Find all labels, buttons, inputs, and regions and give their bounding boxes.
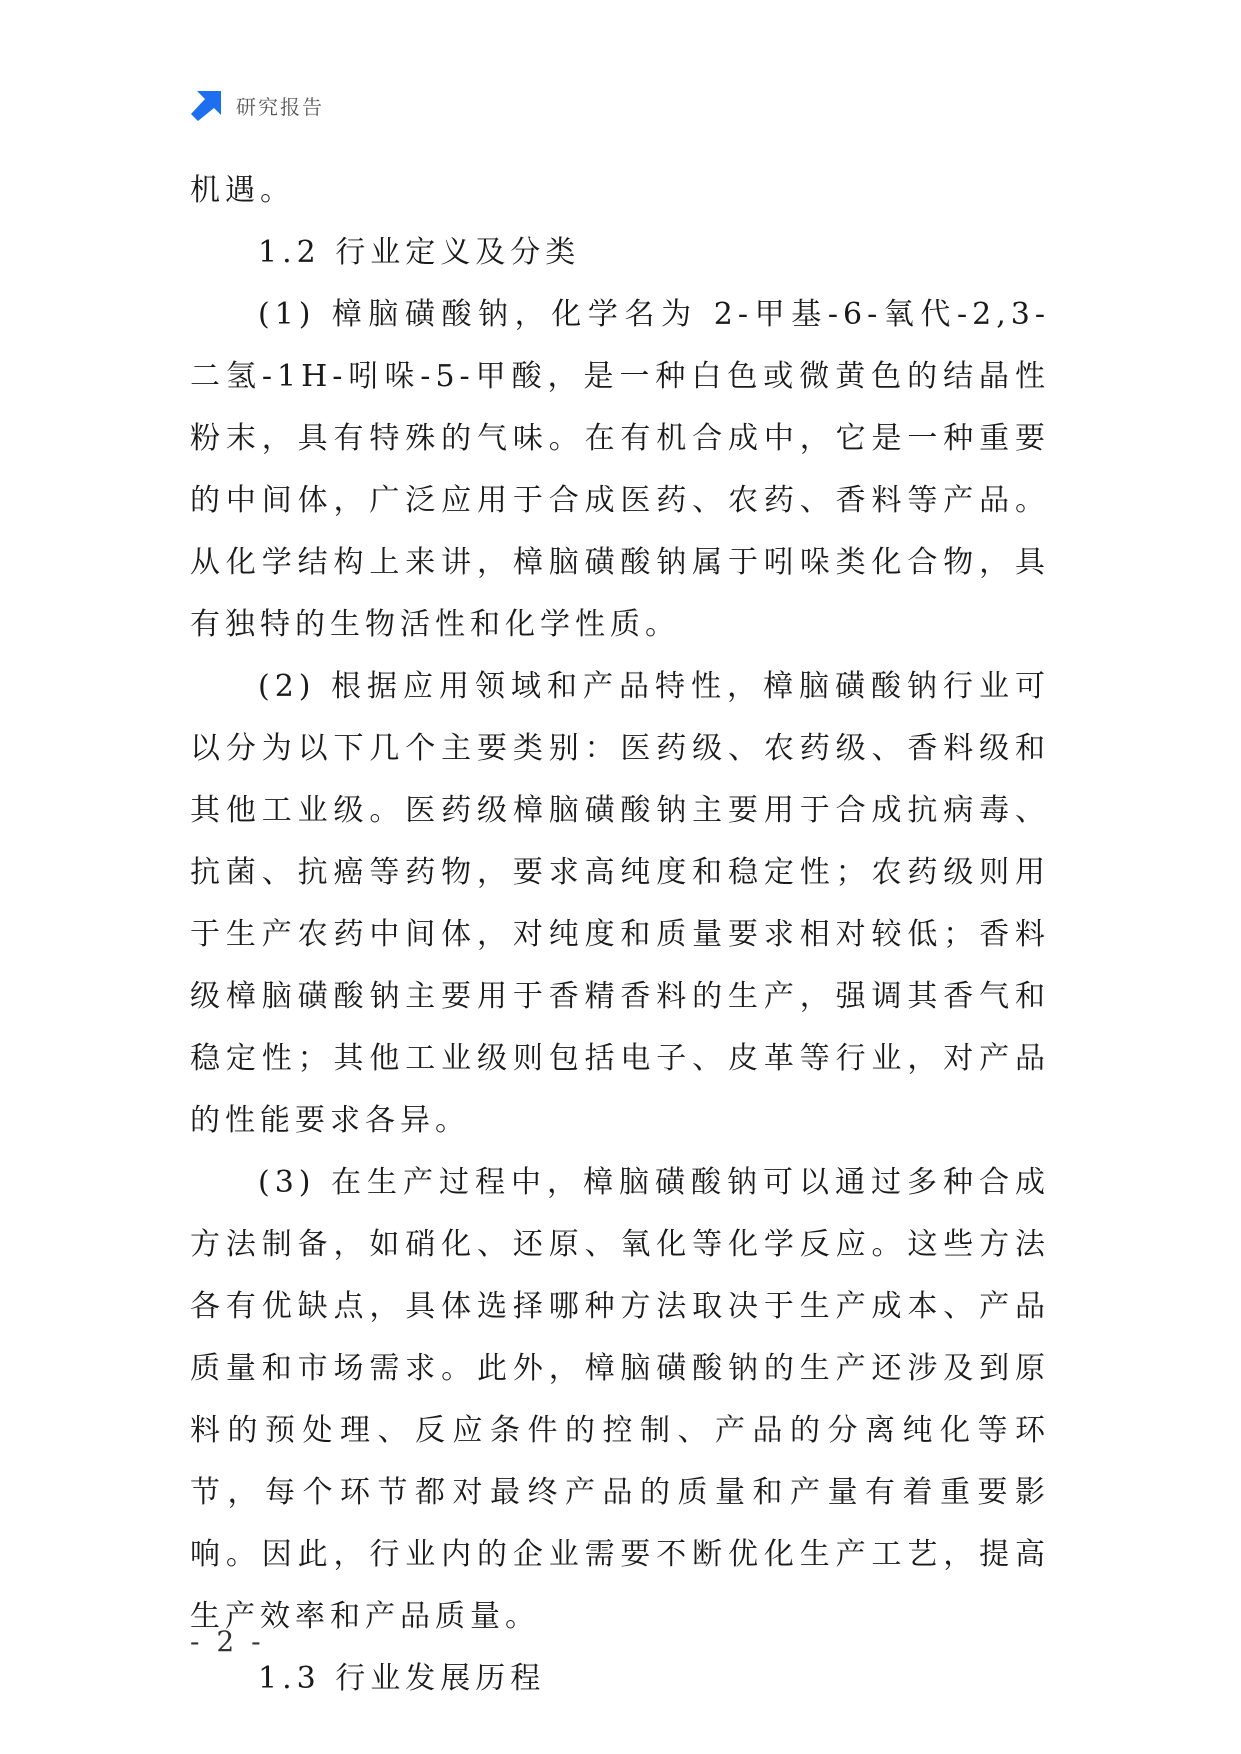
paragraph-classification: (2) 根据应用领域和产品特性，樟脑磺酸钠行业可以分为以下几个主要类别：医药级、农药级、香料级和其他工业级。医药级樟脑磺酸钠主要用于合成抗病毒、抗菌、抗癌等药物，要求高纯度和稳定性；农药级则用于生产农药中间体，对纯度和质量要求相对较低；香料级樟脑磺酸钠主要用于香精香料的生产，强调其香气和稳定性；其他工业级则包括电子、皮革等行业，对产品的性能要求各异。 [190,669,1050,1138]
document-body [190,160,1050,1710]
page-number: - 2 - [190,1625,265,1658]
header-title: 研究报告 [236,94,324,119]
paragraph-production: (3) 在生产过程中，樟脑磺酸钠可以通过多种合成方法制备，如硝化、还原、氧化等化学反应。这些方法各有优缺点，具体选择哪种方法取决于生产成本、产品质量和市场需求。此外，樟脑磺酸钠的生产还涉及到原料的预处理、反应条件的控制、产品的分离纯化等环节，每个环节都对最终产品的质量和产量有着重要影响。因此，行业内的企业需要不断优化生产工艺，提高生产效率和产品质量。 [190,1165,1050,1634]
arrow-up-right-icon [190,88,224,122]
section-heading-1-3: 1.3 行业发展历程 [258,1661,546,1696]
paragraph-continuation: 机遇。 [190,173,295,208]
paragraph-definition: (1) 樟脑磺酸钠，化学名为 2-甲基-6-氧代-2,3-二氢-1H-吲哚-5-甲酸，是一种白色或微黄色的结晶性粉末，具有特殊的气味。在有机合成中，它是一种重要的中间体，广泛应用于合成医药、农药、香料等产品。从化学结构上来讲，樟脑磺酸钠属于吲哚类化合物，具有独特的生物活性和化学性质。 [190,297,1050,642]
page-header [190,88,324,122]
section-heading-1-2: 1.2 行业定义及分类 [258,235,581,270]
